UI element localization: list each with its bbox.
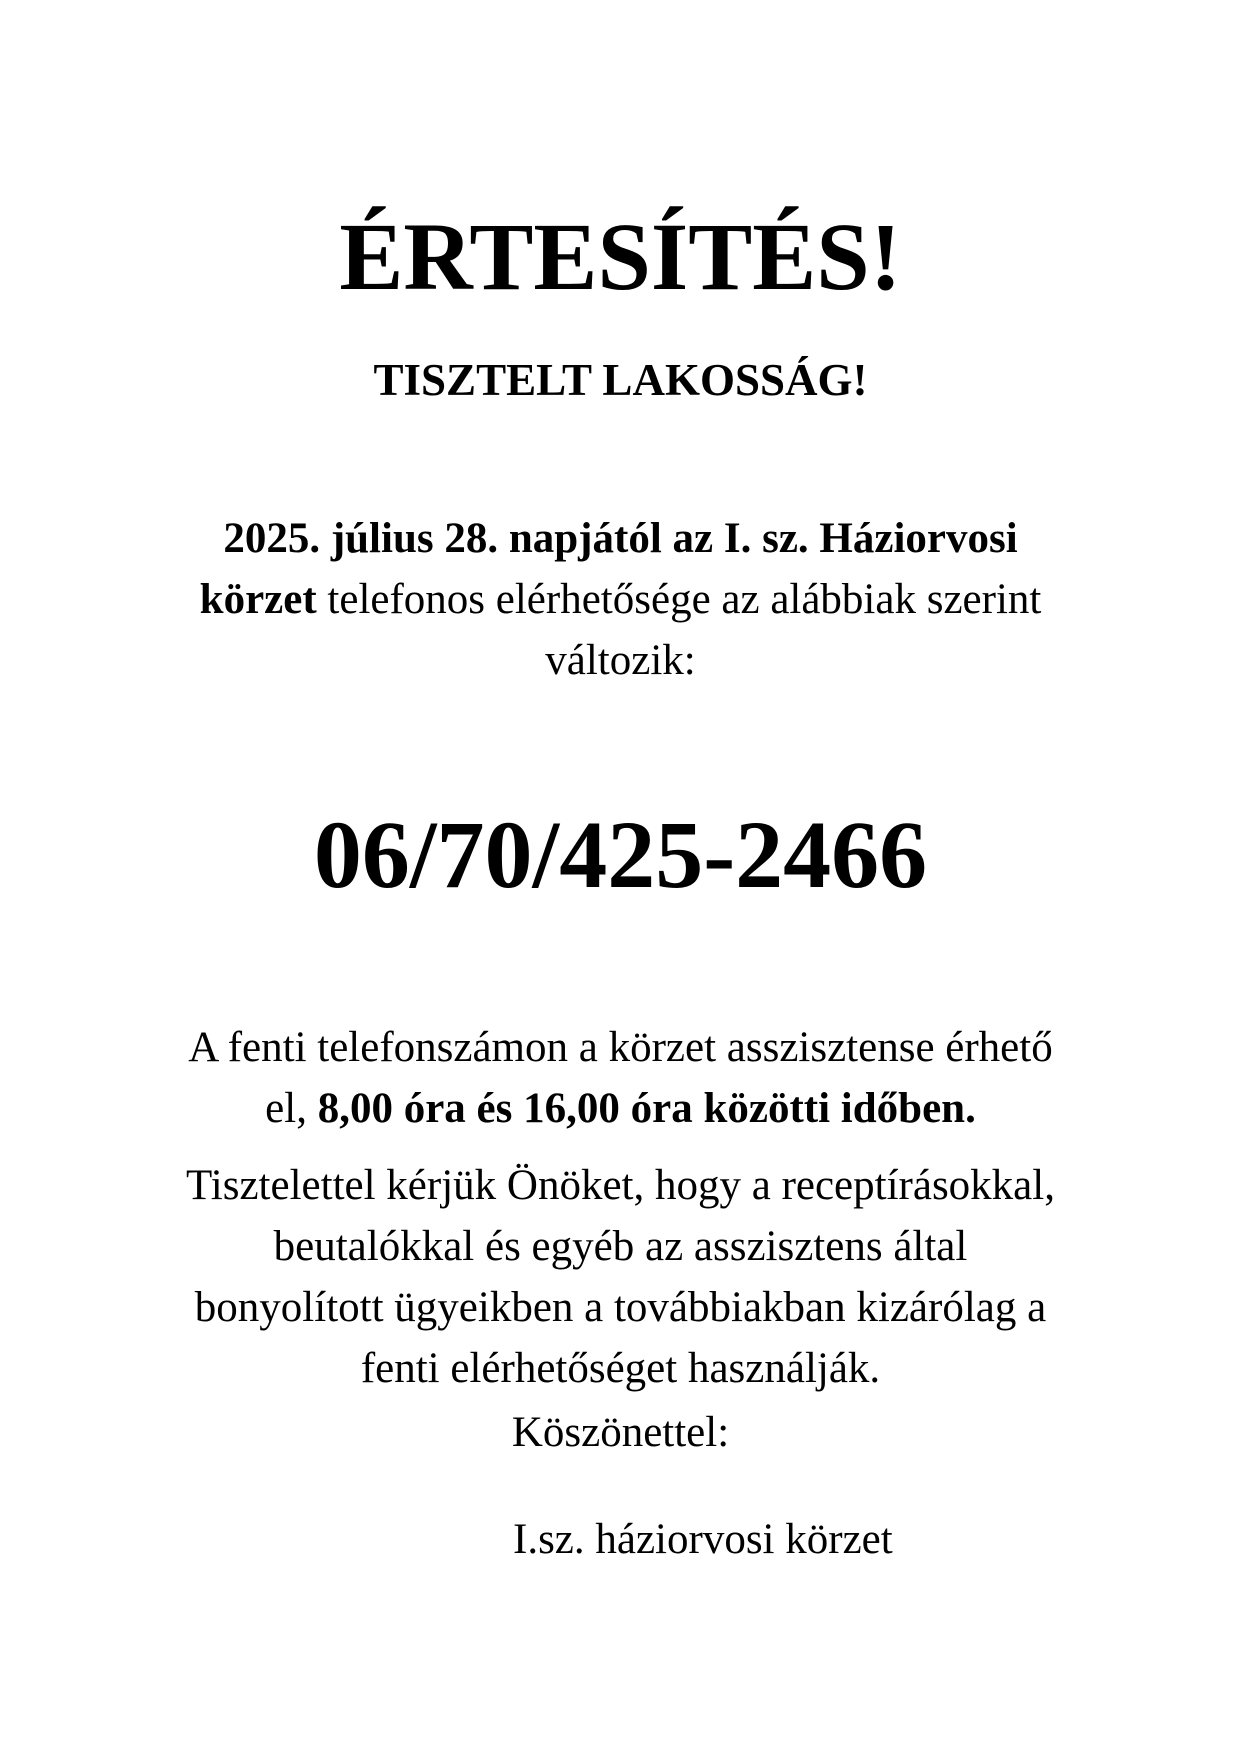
availability-line-2 [0, 1078, 1241, 1139]
signature-text: I.sz. háziorvosi körzet [513, 1516, 893, 1563]
intro-district-text: körzet [199, 576, 317, 623]
notice-title: ÉRTESÍTÉS! [339, 203, 902, 310]
intro-date-text: 2025. július 28. napjától az I. sz. Háziorvosi [223, 515, 1018, 562]
availability-line-2-start: el, [265, 1085, 318, 1132]
request-paragraph [0, 1155, 1241, 1399]
phone-number: 06/70/425-2466 [313, 801, 928, 908]
closing-text: Köszönettel: [511, 1409, 730, 1456]
request-line-3: bonyolított ügyeikben a továbbiakban kizárólag a [194, 1284, 1047, 1331]
notice-subtitle: TISZTELT LAKOSSÁG! [373, 355, 868, 405]
availability-hours: 8,00 óra és 16,00 óra közötti időben. [317, 1085, 976, 1132]
request-line-2: beutalókkal és egyéb az asszisztens által [273, 1223, 968, 1270]
request-line-4: fenti elérhetőséget használják. [360, 1345, 881, 1392]
intro-line-3: változik: [545, 637, 696, 684]
intro-line-2-rest: telefonos elérhetősége az alábbiak szerint [316, 576, 1042, 623]
availability-line-1: A fenti telefonszámon a körzet asszisztense érhető [188, 1024, 1053, 1071]
intro-paragraph [0, 508, 1241, 691]
availability-paragraph [0, 1017, 1241, 1139]
intro-line-2 [0, 569, 1241, 630]
request-line-1: Tisztelettel kérjük Önöket, hogy a receptírásokkal, [186, 1162, 1055, 1209]
intro-line-1 [0, 508, 1241, 569]
